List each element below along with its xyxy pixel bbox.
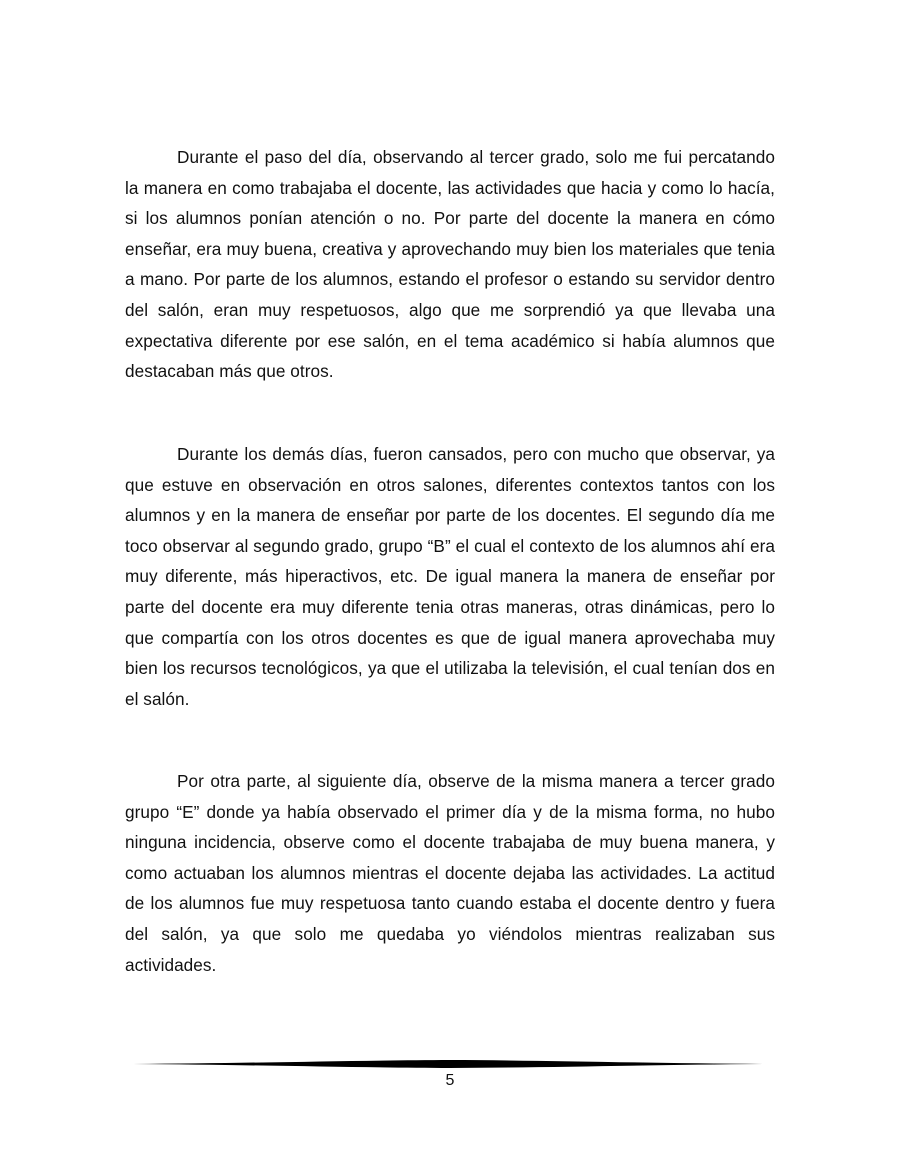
paragraph-3: Por otra parte, al siguiente día, observe de la misma manera a tercer grado grupo “E” donde ya había observado el primer día y de la misma forma, no hubo ninguna incidencia, observe como el docente trabajaba de muy buena manera, y como actuaban los alumnos mientras el docente dejaba las actividades. La actitud de los alumnos fue muy respetuosa tanto cuando estaba el docente dentro y fuera del salón, ya que solo me quedaba yo viéndolos mientras realizaban sus actividades. xyxy=(125,771,775,975)
page-number: 5 xyxy=(445,1072,455,1089)
paragraph-1: Durante el paso del día, observando al tercer grado, solo me fui percatando la manera en como trabajaba el docente, las actividades que hacia y como lo hacía, si los alumnos ponían atención o no. Por parte del docente la manera en cómo enseñar, era muy buena, creativa y aprovechando muy bien los materiales que tenia a mano. Por parte de los alumnos, estando el profesor o estando su servidor dentro del salón, eran muy respetuosos, algo que me sorprendió ya que llevaba una expectativa diferente por ese salón, en el tema académico si había alumnos que destacaban más que otros. xyxy=(125,147,775,382)
footer-divider xyxy=(133,1059,767,1069)
paragraph-2: Durante los demás días, fueron cansados, pero con mucho que observar, ya que estuve en observación en otros salones, diferentes contextos tantos con los alumnos y en la manera de enseñar por parte de los docentes. El segundo día me toco observar al segundo grado, grupo “B” el cual el contexto de los alumnos ahí era muy diferente, más hiperactivos, etc. De igual manera la manera de enseñar por parte del docente era muy diferente tenia otras maneras, otras dinámicas, pero lo que compartía con los otros docentes es que de igual manera aprovechaba muy bien los recursos tecnológicos, ya que el utilizaba la televisión, el cual tenían dos en el salón. xyxy=(125,444,775,709)
